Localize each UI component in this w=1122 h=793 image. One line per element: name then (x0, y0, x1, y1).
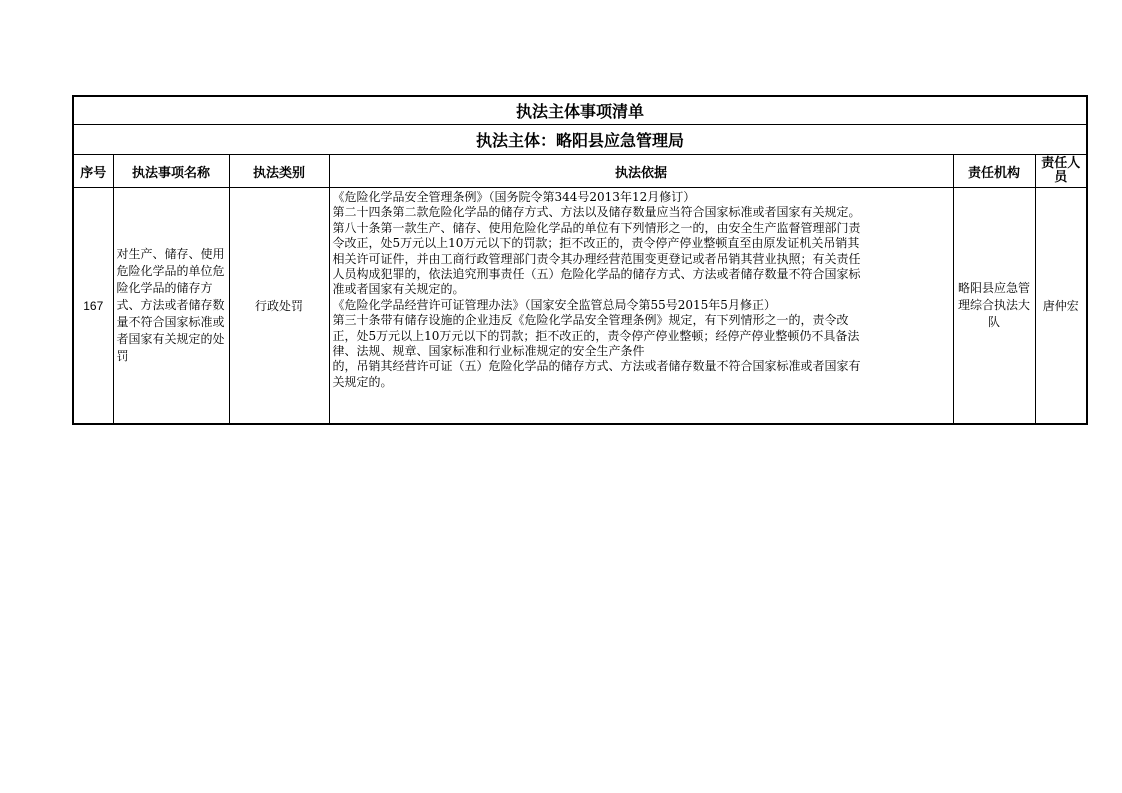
row-type: 行政处罚 (229, 188, 329, 425)
basis-line: 《危险化学品安全管理条例》（国务院令第344号2013年12月修订） (332, 190, 696, 204)
basis-line: 准或者国家有关规定的。 (332, 282, 465, 297)
header-row (73, 155, 1087, 188)
basis-line: 第二十四条第二款危险化学品的储存方式、方法以及储存数量应当符合国家标准或者国家有关规定。 (332, 205, 861, 220)
row-org: 略阳县应急管理综合执法大队 (953, 188, 1035, 425)
document-subtitle: 执法主体：略阳县应急管理局 (73, 125, 1087, 155)
row-basis (329, 188, 953, 425)
header-name: 执法事项名称 (113, 155, 229, 188)
header-basis: 执法依据 (329, 155, 953, 188)
subtitle-row (73, 125, 1087, 155)
basis-line: 第八十条第一款生产、储存、使用危险化学品的单位有下列情形之一的，由安全生产监督管理部门责 (332, 220, 861, 235)
enforcement-table (72, 95, 1088, 425)
header-type: 执法类别 (229, 155, 329, 188)
basis-line: 的，吊销其经营许可证（五）危险化学品的储存方式、方法或者储存数量不符合国家标准或者国家有 (332, 359, 861, 374)
header-num: 序号 (73, 155, 113, 188)
basis-line: 正，处5万元以上10万元以下的罚款；拒不改正的，责令停产停业整顿；经停产停业整顿仍不具备法 (332, 328, 860, 343)
header-person: 责任人员 (1035, 155, 1087, 188)
row-item-name: 对生产、储存、使用危险化学品的单位危险化学品的储存方式、方法或者储存数量不符合国家标准或者国家有关规定的处罚 (113, 188, 229, 425)
basis-line: 令改正，处5万元以上10万元以下的罚款；拒不改正的，责令停产停业整顿直至由原发证机关吊销其 (332, 236, 860, 251)
basis-line: 相关许可证件，并由工商行政管理部门责令其办理经营范围变更登记或者吊销其营业执照；有关责任 (332, 251, 861, 266)
document-title: 执法主体事项清单 (73, 96, 1087, 125)
basis-line: 关规定的。 (332, 374, 393, 389)
basis-line: 人员构成犯罪的，依法追究刑事责任（五）危险化学品的储存方式、方法或者储存数量不符合国家标 (332, 267, 861, 282)
document-sheet (72, 95, 1086, 425)
basis-line: 第三十条带有储存设施的企业违反《危险化学品安全管理条例》规定，有下列情形之一的，责令改 (332, 313, 849, 328)
header-org: 责任机构 (953, 155, 1035, 188)
table-row (73, 188, 1087, 425)
row-person: 唐仲宏 (1035, 188, 1087, 425)
title-row (73, 96, 1087, 125)
basis-line: 律、法规、规章、国家标准和行业标准规定的安全生产条件 (332, 344, 645, 359)
basis-line: 《危险化学品经营许可证管理办法》（国家安全监管总局令第55号2015年5月修正） (332, 297, 776, 312)
row-num: 167 (73, 188, 113, 425)
